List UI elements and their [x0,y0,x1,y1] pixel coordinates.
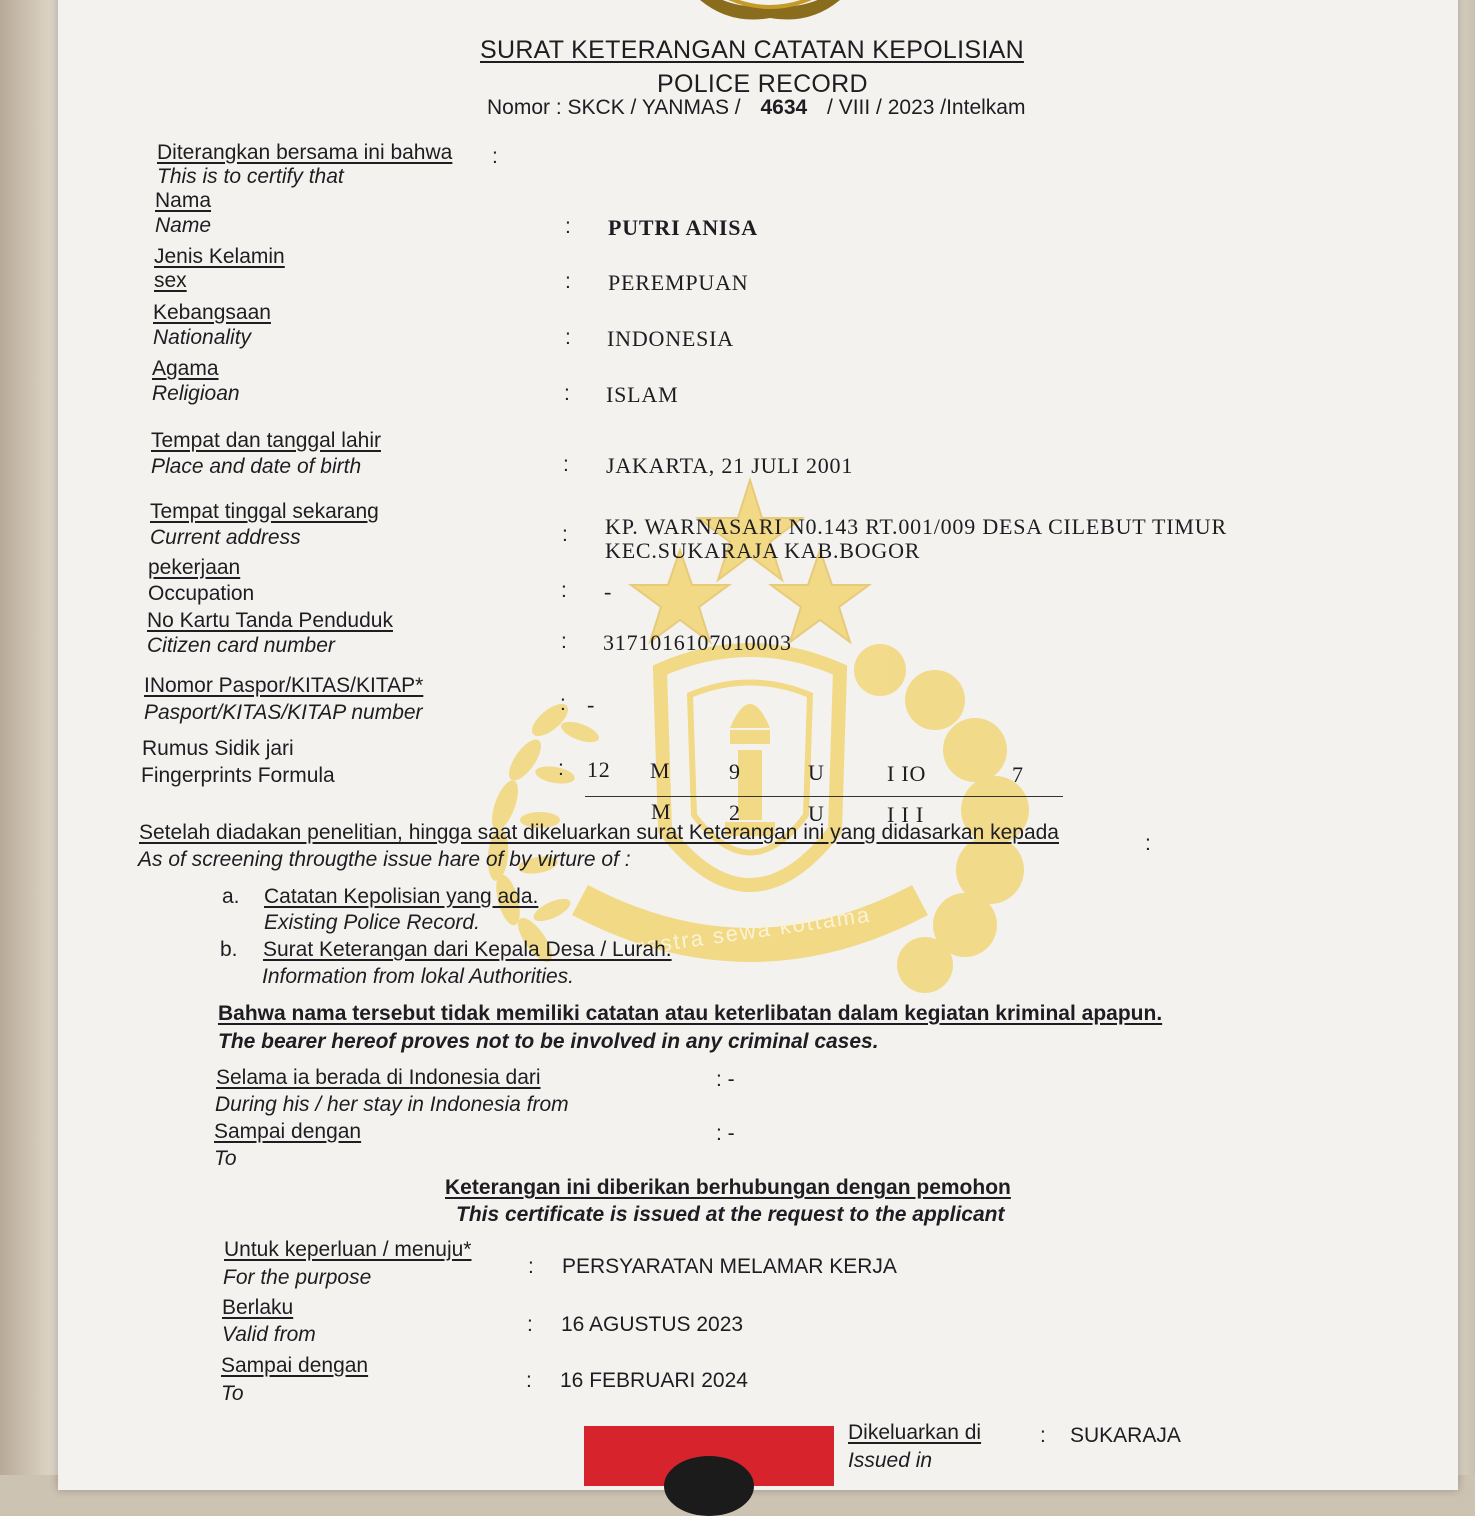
screening-item-b-marker: b. [220,938,238,961]
address-label-id: Tempat tinggal sekarang [150,500,379,523]
address-label-en: Current address [150,526,301,549]
fp-top-6: 7 [1012,762,1024,787]
ktp-value: 3171016107010003 [603,630,792,655]
request-en: This certificate is issued at the request to the applicant [456,1203,1005,1226]
passport-label-en: Pasport/KITAS/KITAP number [144,701,423,724]
valid-to-value: 16 FEBRUARI 2024 [560,1369,748,1392]
screening-item-a-id: Catatan Kepolisian yang ada. [264,885,539,908]
fp-top-4: U [808,760,825,785]
address-colon: : [562,523,568,546]
address-value-line2: KEC.SUKARAJA KAB.BOGOR [605,538,921,563]
screening-colon: : [1145,832,1151,855]
stay-to-en: To [214,1147,237,1170]
stay-to-value: : - [716,1122,735,1145]
birth-value: JAKARTA, 21 JULI 2001 [606,453,854,478]
birth-label-id: Tempat dan tanggal lahir [151,429,381,452]
valid-from-label-en: Valid from [222,1323,316,1346]
religion-label-en: Religioan [152,382,240,405]
issued-colon: : [1040,1424,1046,1447]
screening-id: Setelah diadakan penelitian, hingga saat dikeluarkan surat Keterangan ini yang didasarkan kepada [139,821,1059,844]
occupation-value: - [604,579,613,604]
screening-en: As of screening througthe issue hare of by virture of : [138,848,631,871]
number-value: 4634 [760,96,808,119]
fp-bottom-2: 2 [729,800,741,825]
fp-bottom-3: U [808,801,825,826]
name-label-id: Nama [155,189,212,212]
number-label: Nomor : [487,96,568,119]
document-subtitle: POLICE RECORD [657,70,868,98]
fp-bottom-1: M [651,799,672,824]
purpose-label-id: Untuk keperluan / menuju* [224,1238,472,1261]
number-suffix: / VIII / 2023 /Intelkam [827,96,1026,119]
name-label-en: Name [155,214,212,237]
occupation-label-id: pekerjaan [148,556,241,579]
statement-en: The bearer hereof proves not to be involved in any criminal cases. [218,1030,879,1053]
watermark-motto: rastra sewa kottama [635,901,873,960]
sex-label-en: sex [154,269,187,292]
valid-to-colon: : [526,1369,532,1392]
stay-from-en: During his / her stay in Indonesia from [215,1093,569,1116]
purpose-value: PERSYARATAN MELAMAR KERJA [562,1255,897,1278]
document-title: SURAT KETERANGAN CATATAN KEPOLISIAN [480,36,1024,64]
statement-id: Bahwa nama tersebut tidak memiliki catatan atau keterlibatan dalam kegiatan kriminal apapun. [218,1002,1163,1025]
screening-item-b-id: Surat Keterangan dari Kepala Desa / Lurah. [263,938,672,961]
birth-label-en: Place and date of birth [151,455,362,478]
valid-from-label-id: Berlaku [222,1296,294,1319]
screening-item-b-en: Information from lokal Authorities. [262,965,575,988]
passport-colon: : [560,692,566,715]
nationality-value: INDONESIA [607,326,734,351]
stay-from-id: Selama ia berada di Indonesia dari [216,1066,541,1089]
screening-item-a-en: Existing Police Record. [264,911,480,934]
intro-id: Diterangkan bersama ini bahwa [157,141,453,164]
passport-label-id: INomor Paspor/KITAS/KITAP* [144,674,424,697]
birth-colon: : [563,453,569,476]
passport-value: - [587,692,596,717]
nationality-colon: : [565,326,571,349]
sex-colon: : [565,270,571,293]
fingerprint-divider [585,796,1063,797]
valid-from-value: 16 AGUSTUS 2023 [561,1313,744,1336]
intro-en: This is to certify that [157,165,344,188]
valid-to-label-en: To [221,1382,244,1405]
top-seal-icon [690,0,850,25]
stay-to-id: Sampai dengan [214,1120,362,1143]
name-colon: : [565,215,571,238]
issued-label-en: Issued in [848,1449,933,1472]
religion-colon: : [564,382,570,405]
religion-value: ISLAM [606,382,679,407]
document-number [487,96,1025,120]
fingerprint-label-en: Fingerprints Formula [141,764,335,787]
intro-colon: : [492,145,498,168]
request-id: Keterangan ini diberikan berhubungan dengan pemohon [445,1176,1011,1199]
stay-from-value: : - [716,1068,735,1091]
screening-item-a-marker: a. [222,885,240,908]
occupation-label-en: Occupation [148,582,255,605]
sex-label-id: Jenis Kelamin [154,245,285,268]
fingerprint-colon: : [558,757,564,780]
nationality-label-en: Nationality [153,326,252,349]
fp-top-3: 9 [729,759,741,784]
purpose-label-en: For the purpose [223,1266,372,1289]
issued-label-id: Dikeluarkan di [848,1421,982,1444]
address-value-line1: KP. WARNASARI N0.143 RT.001/009 DESA CILEBUT TIMUR [605,514,1227,539]
fp-top-2: M [650,758,671,783]
ktp-label-en: Citizen card number [147,634,335,657]
applicant-photo-head [664,1456,754,1516]
valid-to-label-id: Sampai dengan [221,1354,369,1377]
nationality-label-id: Kebangsaan [153,301,271,324]
valid-from-colon: : [527,1313,533,1336]
issued-value: SUKARAJA [1070,1424,1181,1447]
fp-top-1: 12 [587,757,611,782]
name-value: PUTRI ANISA [608,215,758,240]
number-prefix: SKCK / YANMAS / [567,96,741,119]
occupation-colon: : [561,579,567,602]
ktp-colon: : [561,630,567,653]
fp-top-5: I IO [887,761,927,786]
applicant-photo [584,1426,834,1486]
religion-label-id: Agama [152,357,219,380]
fp-bottom-4: I I I [887,802,924,827]
ktp-label-id: No Kartu Tanda Penduduk [147,609,393,632]
purpose-colon: : [528,1255,534,1278]
sex-value: PEREMPUAN [608,270,749,295]
fingerprint-label-id: Rumus Sidik jari [142,737,294,760]
